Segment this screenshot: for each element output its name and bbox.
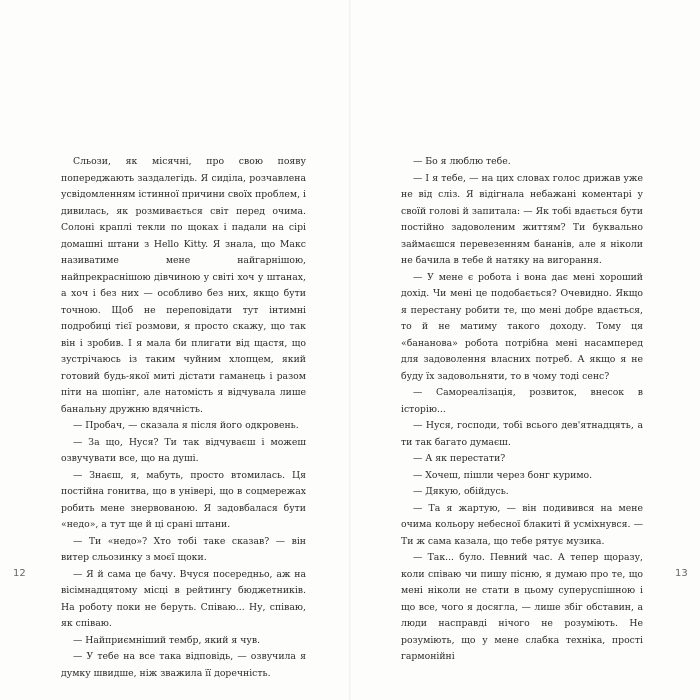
left-page-text <box>61 154 306 682</box>
paragraph: — Хочеш, пішли через бонг куримо. <box>413 469 593 481</box>
paragraph: — Нуся, господи, тобі всього дев'ятнадцять, а ти так багато думаєш. <box>401 420 643 448</box>
paragraph: Сльози, як місячні, про свою появу попереджають заздалегідь. Я сиділа, розчавлена усвідомленням істинної причини своїх проблем, і дивилась, як розмивається світ перед очима. Солоні краплі текли по щоках і падали на сірі домашні штани з Hello Kitty. Я знала, що Макс називатиме мене найгарнішою, найпрекраснішою дівчиною у світі хоч у штанах, а хоч і без них — особливо без них, якщо бути точною. Щоб не переповідати тут інтимні подробиці тієї розмови, я просто скажу, що так він і зробив. І я мала би плигати від щастя, що зустрічаюсь із таким чуйним хлопцем, який готовий будь-якої миті дістати гаманець і разом піти на шопінг, але натомість я відчувала лише банальну дружню вдячність. <box>61 156 306 415</box>
paragraph: — Бо я люблю тебе. <box>413 156 511 167</box>
paragraph: — У мене є робота і вона дає мені хороший дохід. Чи мені це подобається? Очевидно. Якщо я перестану робити те, що мені добре вдається, то й не матиму такого доходу. Тому ця «бананова» робота потрібна мені насамперед для задоволення власних потреб. А якщо я не буду їх задовольняти, то в чому тоді сенс? <box>401 271 643 382</box>
paragraph: — Так... було. Певний час. А тепер щоразу, коли співаю чи пишу пісню, я думаю про те, що мені ніколи не стати в цьому суперуспішною і що все, чого я досягла, — лише збіг обставин, а люди насправді нічого не розуміють. Не розуміють, що у мене слабка техніка, прості гармонійні <box>401 552 643 662</box>
right-page-text <box>401 154 643 666</box>
paragraph: — Дякую, обійдусь. <box>413 486 509 497</box>
paragraph: — А як перестати? <box>413 453 506 464</box>
paragraph: — У тебе на все така відповідь, — озвучила я думку швидше, ніж зважила її доречність. <box>61 651 306 679</box>
right-page <box>350 0 700 700</box>
paragraph: — Знаєш, я, мабуть, просто втомилась. Ця постійна гонитва, що в універі, що в соцмережах робить мене знервованою. Я задовбалася бути «недо», а тут ще й ці срані штани. <box>61 469 306 530</box>
paragraph: — І я тебе, — на цих словах голос дрижав уже не від сліз. Я відігнала небажані коментарі у своїй голові й запитала: — Як тобі вдається бути постійно задоволеним життям? Ти буквально займаєшся перевезенням бананів, але я ніколи не бачила в тебе й натяку на вигорання. <box>401 172 643 266</box>
page-number-left: 12 <box>13 568 26 579</box>
paragraph: — За що, Нуся? Ти так відчуваєш і можеш озвучувати все, що на душі. <box>61 436 306 464</box>
paragraph: — Ти «недо»? Хто тобі таке сказав? — він витер сльозинку з моєї щоки. <box>61 535 306 563</box>
paragraph: — Самореалізація, розвиток, внесок в історію... <box>401 387 643 415</box>
paragraph: — Пробач, — сказала я після його одкровень. <box>73 420 299 431</box>
paragraph: — Найприємніший тембр, який я чув. <box>73 634 261 646</box>
paragraph: — Я й сама це бачу. Вчуся посередньо, аж на вісімнадцятому місці в рейтингу бюджетників. На роботу поки не беруть. Співаю... Ну, співаю, як співаю. <box>61 568 306 629</box>
page-number-right: 13 <box>675 568 688 579</box>
paragraph: — Та я жартую, — він подивився на мене очима кольору небесної блакиті й усміхнувся. — Ти ж сама казала, що тебе рятує музика. <box>401 502 643 547</box>
